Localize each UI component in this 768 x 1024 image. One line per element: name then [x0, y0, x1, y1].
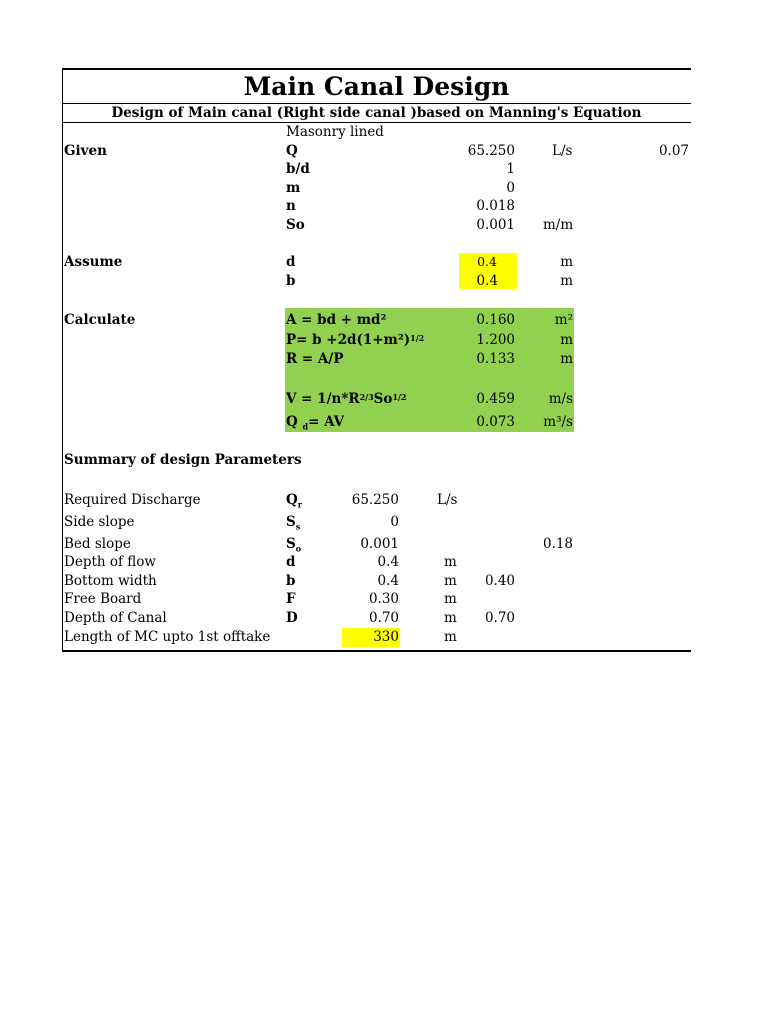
given-value-q: 65.250	[467, 143, 515, 159]
summary-label-length: Length of MC upto 1st offtake	[64, 629, 271, 645]
assume-value-b[interactable]: 0.4	[476, 273, 498, 289]
calculate-label: Calculate	[64, 312, 136, 328]
summary-sym-free-board: F	[286, 591, 296, 607]
unit-area: m²	[554, 312, 573, 328]
summary-sym-discharge: $Q_r$	[286, 492, 302, 510]
value-velocity: 0.459	[476, 391, 515, 407]
summary-unit-bottom-width: m	[444, 573, 457, 589]
summary-heading: Summary of design Parameters	[64, 452, 302, 468]
assume-value-d[interactable]: 0.4	[477, 254, 497, 269]
summary-extra-bottom-width: 0.40	[484, 573, 515, 589]
summary-unit-depth-flow: m	[444, 554, 457, 570]
summary-unit-discharge: L/s	[437, 492, 458, 508]
given-extra-q: 0.07	[658, 143, 689, 159]
summary-value-depth-flow: 0.4	[377, 554, 399, 570]
summary-label-side-slope: Side slope	[64, 514, 135, 530]
summary-label-discharge: Required Discharge	[64, 492, 201, 508]
assume-unit-d: m	[560, 254, 573, 270]
unit-hydraulic-radius: m	[560, 351, 573, 367]
given-value-n: 0.018	[476, 198, 515, 214]
formula-design-discharge: Q $_d$= AV	[286, 414, 345, 432]
summary-label-bottom-width: Bottom width	[64, 573, 157, 589]
value-design-discharge: 0.073	[476, 414, 515, 430]
summary-label-bed-slope: Bed slope	[64, 536, 131, 552]
assume-label: Assume	[64, 254, 123, 270]
summary-label-depth-flow: Depth of flow	[64, 554, 156, 570]
value-perimeter: 1.200	[476, 332, 515, 348]
given-value-bd: 1	[506, 161, 515, 177]
summary-sym-side-slope: $S_s$	[286, 514, 301, 532]
assume-unit-b: m	[560, 273, 573, 289]
given-value-m: 0	[506, 180, 515, 196]
given-sym-q: Q	[286, 143, 298, 159]
summary-extra-bed-slope: 0.18	[542, 536, 573, 552]
summary-value-free-board: 0.30	[368, 591, 399, 607]
value-area: 0.160	[476, 312, 515, 328]
given-label: Given	[64, 143, 107, 159]
summary-label-depth-canal: Depth of Canal	[64, 610, 167, 626]
formula-velocity: $V = 1/n*R^{2/3}So^{1/2}$	[286, 391, 407, 407]
summary-value-bottom-width: 0.4	[377, 573, 399, 589]
summary-value-depth-canal: 0.70	[368, 610, 399, 626]
given-value-so: 0.001	[476, 217, 515, 233]
given-unit-so: m/m	[543, 217, 574, 233]
summary-value-side-slope: 0	[390, 514, 399, 530]
summary-unit-length: m	[444, 629, 457, 645]
summary-sym-depth-flow: d	[286, 554, 296, 570]
summary-unit-free-board: m	[444, 591, 457, 607]
formula-perimeter: $P= b +2d(1+m^2)^{1/2}$	[286, 332, 425, 348]
lining-type: Masonry lined	[286, 124, 384, 140]
unit-velocity: m/s	[548, 391, 573, 407]
assume-sym-d: d	[286, 254, 296, 270]
summary-value-length[interactable]: 330	[373, 629, 399, 645]
given-sym-so: So	[286, 217, 305, 233]
summary-sym-depth-canal: D	[286, 610, 298, 626]
unit-perimeter: m	[560, 332, 573, 348]
assume-sym-b: b	[286, 273, 296, 289]
summary-label-free-board: Free Board	[64, 591, 142, 607]
summary-value-bed-slope: 0.001	[360, 536, 399, 552]
given-sym-m: m	[286, 180, 301, 196]
summary-value-discharge: 65.250	[351, 492, 399, 508]
page-subtitle: Design of Main canal (Right side canal )based on Manning's Equation	[111, 105, 642, 121]
value-hydraulic-radius: 0.133	[476, 351, 515, 367]
given-sym-n: n	[286, 198, 296, 214]
formula-area: A = bd + md²	[286, 312, 387, 328]
summary-sym-bed-slope: $S_o$	[286, 536, 302, 554]
summary-sym-bottom-width: b	[286, 573, 296, 589]
summary-extra-depth-canal: 0.70	[484, 610, 515, 626]
formula-hydraulic-radius: R = A/P	[286, 351, 344, 367]
summary-unit-depth-canal: m	[444, 610, 457, 626]
given-unit-q: L/s	[552, 143, 573, 159]
unit-design-discharge: m³/s	[543, 414, 573, 430]
page-title: Main Canal Design	[243, 72, 510, 101]
given-sym-bd: b/d	[286, 161, 310, 177]
